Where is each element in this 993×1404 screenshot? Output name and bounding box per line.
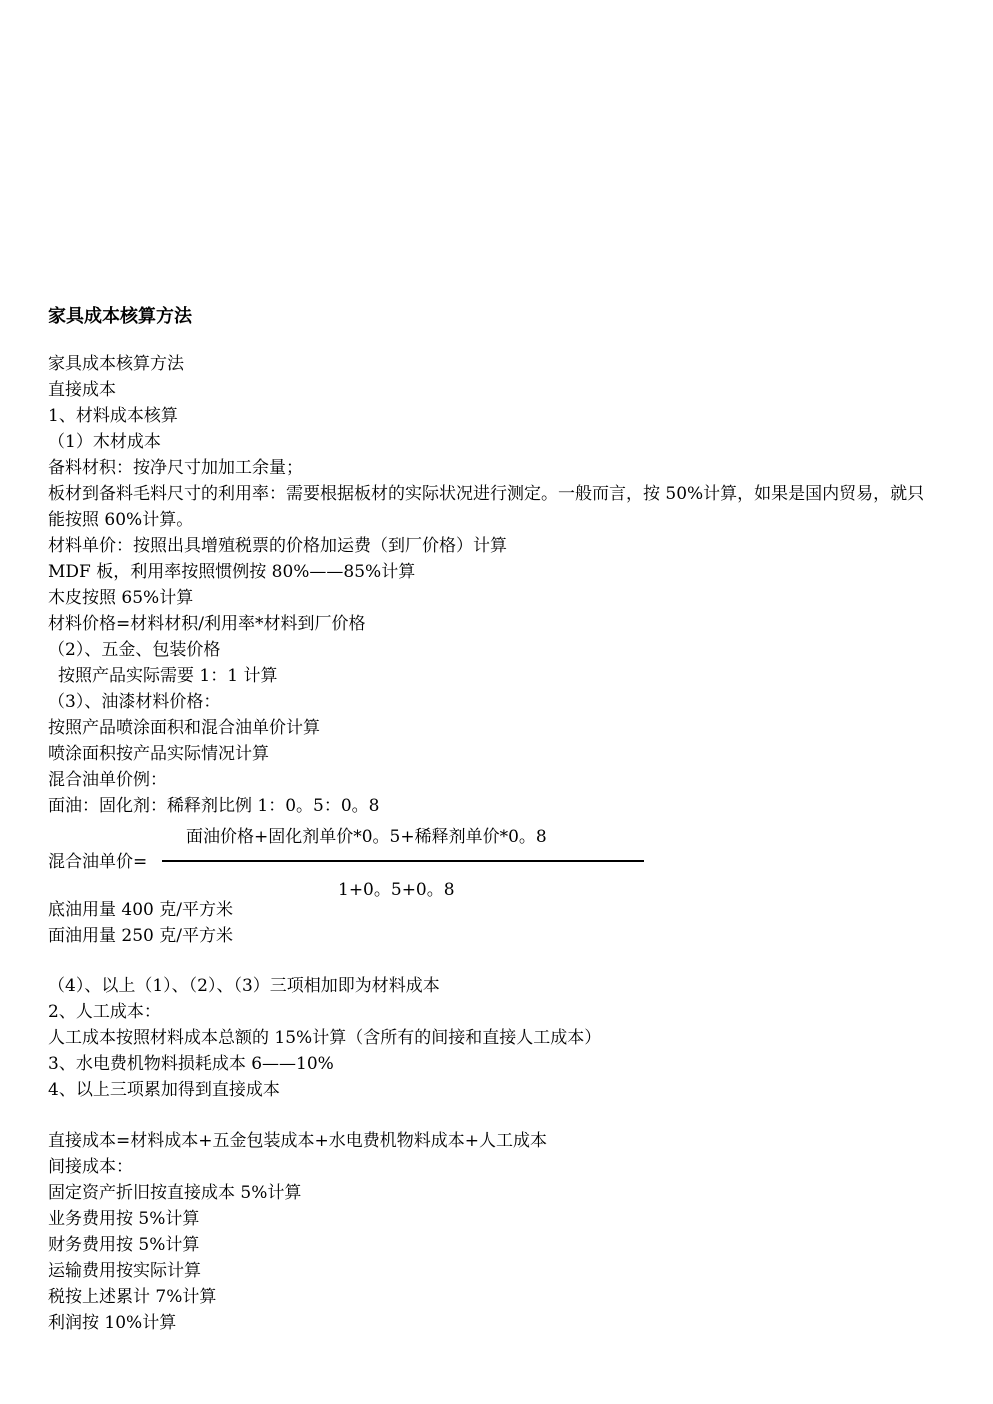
subitem-hardware-packaging: （2）、五金、包装价格 <box>48 640 221 660</box>
text-line: 财务费用按 5%计算 <box>48 1235 200 1255</box>
text-line: 木皮按照 65%计算 <box>48 588 194 608</box>
text-line: 税按上述累计 7%计算 <box>48 1287 217 1307</box>
text-line: 材料价格=材料材积/利用率*材料到厂价格 <box>48 614 366 634</box>
text-line: 利润按 10%计算 <box>48 1313 177 1333</box>
text-line: 按照产品喷涂面积和混合油单价计算 <box>48 718 320 738</box>
subitem-material-total: （4）、以上（1）、（2）、（3）三项相加即为材料成本 <box>48 976 440 996</box>
section-direct-cost: 直接成本 <box>48 380 116 400</box>
text-line: 固定资产折旧按直接成本 5%计算 <box>48 1183 302 1203</box>
text-line: 运输费用按实际计算 <box>48 1261 201 1281</box>
text-line: 喷涂面积按产品实际情况计算 <box>48 744 269 764</box>
section-indirect-cost: 间接成本： <box>48 1157 133 1177</box>
formula-numerator: 面油价格+固化剂单价*0。5+稀释剂单价*0。8 <box>186 827 547 847</box>
item-utility-cost: 3、水电费机物料损耗成本 6——10% <box>48 1054 334 1074</box>
text-line: 业务费用按 5%计算 <box>48 1209 200 1229</box>
text-line: 备料材积：按净尺寸加加工余量； <box>48 458 303 478</box>
text-line: 按照产品实际需要 1：1 计算 <box>58 666 278 686</box>
formula-label: 混合油单价= <box>48 852 148 872</box>
item-material-cost: 1、材料成本核算 <box>48 406 178 426</box>
direct-cost-formula: 直接成本=材料成本+五金包装成本+水电费机物料成本+人工成本 <box>48 1131 547 1151</box>
subitem-paint-cost: （3）、油漆材料价格： <box>48 692 221 712</box>
document-title: 家具成本核算方法 <box>48 306 192 327</box>
text-line: 人工成本按照材料成本总额的 15%计算（含所有的间接和直接人工成本） <box>48 1028 602 1048</box>
item-sum-direct: 4、以上三项累加得到直接成本 <box>48 1080 280 1100</box>
text-line: 混合油单价例： <box>48 770 167 790</box>
text-line: 底油用量 400 克/平方米 <box>48 900 233 920</box>
text-line: 面油用量 250 克/平方米 <box>48 926 233 946</box>
subitem-wood-cost: （1）木材成本 <box>48 432 161 452</box>
text-line: 材料单价：按照出具增殖税票的价格加运费（到厂价格）计算 <box>48 536 507 556</box>
subtitle-line: 家具成本核算方法 <box>48 354 184 374</box>
fraction-bar <box>162 860 644 862</box>
text-line: MDF 板，利用率按照惯例按 80%——85%计算 <box>48 562 416 582</box>
paragraph-utilization: 板材到备料毛料尺寸的利用率：需要根据板材的实际状况进行测定。一般而言，按 50%计算，如果是国内贸易，就只能按照 60%计算。 <box>48 484 925 530</box>
text-line: 面油：固化剂：稀释剂比例 1：0。5：0。8 <box>48 796 380 816</box>
item-labor-cost: 2、人工成本： <box>48 1002 161 1022</box>
formula-denominator: 1+0。5+0。8 <box>338 880 455 900</box>
